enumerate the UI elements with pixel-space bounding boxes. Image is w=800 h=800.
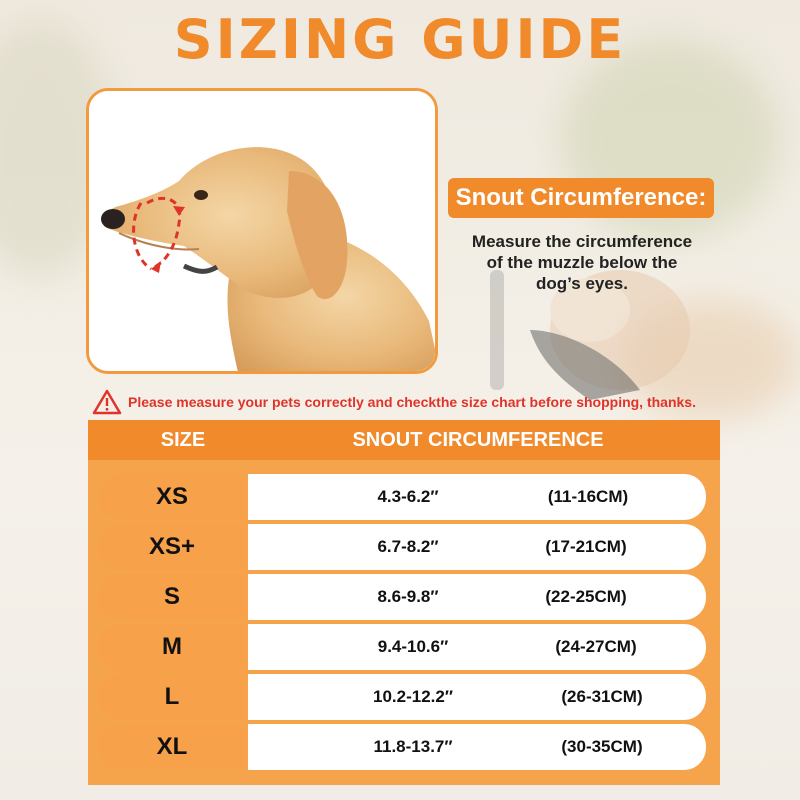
measurement-instruction: Measure the circumference of the muzzle below the dog’s eyes. [471,232,693,293]
column-header-snout: SNOUT CIRCUMFERENCE [352,429,604,451]
size-values [248,624,706,670]
cm-range: (22-25CM) [545,587,627,606]
size-values [248,724,706,770]
size-label: XS+ [98,524,246,570]
warning-text: Please measure your pets correctly and checkthe size chart before shopping, thanks. [128,394,696,410]
size-values [248,524,706,570]
size-values [248,574,706,620]
table-row [88,524,720,570]
table-row [88,624,720,670]
table-row [88,574,720,620]
size-values [248,474,706,520]
warning-row [92,388,732,416]
cm-range: (30-35CM) [561,737,643,756]
page-title: SIZING GUIDE [173,8,627,71]
table-row [88,474,720,520]
size-label: XL [98,724,246,770]
size-label: M [98,624,246,670]
size-label: S [98,574,246,620]
size-values [248,674,706,720]
inch-range: 11.8-13.7″ [373,737,453,756]
inch-range: 10.2-12.2″ [373,687,453,706]
cm-range: (11-16CM) [547,487,629,506]
inch-range: 6.7-8.2″ [377,537,439,556]
inch-range: 8.6-9.8″ [377,587,439,606]
cm-range: (24-27CM) [555,637,637,656]
golden-retriever-illustration [89,91,438,374]
table-row [88,674,720,720]
inch-range: 9.4-10.6″ [377,637,449,656]
dog-photo [86,88,438,374]
warning-icon [92,389,122,415]
size-chart [88,420,720,785]
inch-range: 4.3-6.2″ [377,487,439,506]
size-label: XS [98,474,246,520]
size-chart-header [88,420,720,460]
table-row [88,724,720,770]
size-label: L [98,674,246,720]
column-header-size: SIZE [160,429,206,451]
cm-range: (26-31CM) [561,687,643,706]
snout-circumference-badge: Snout Circumference: [448,178,714,218]
cm-range: (17-21CM) [545,537,627,556]
